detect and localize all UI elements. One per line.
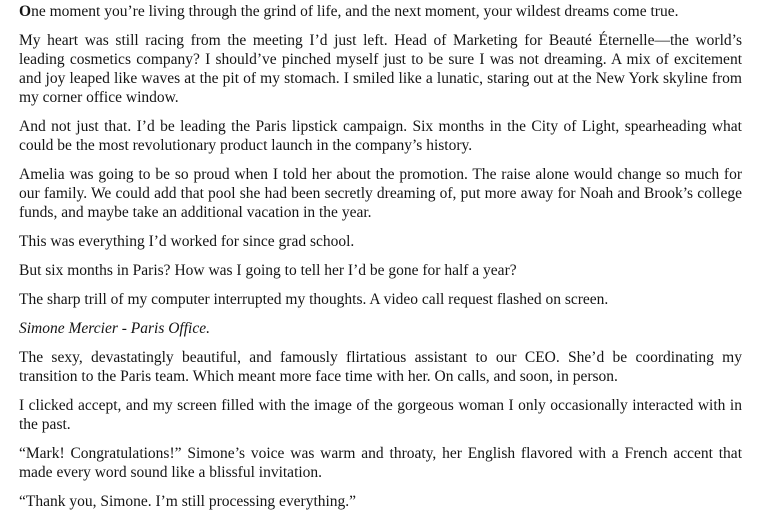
paragraph-thank-you: “Thank you, Simone. I’m still processing everything.” — [19, 493, 357, 510]
paragraph-simone: The sexy, devastatingly beautiful, and famously flirtatious assistant to our CEO. She’d be coordinating my transition to the Paris team. Which meant more face time with her. On calls, and soon, in person. — [19, 349, 742, 385]
paragraph-caller-id: Simone Mercier - Paris Office. — [19, 320, 210, 337]
paragraph-text: ne moment you’re living through the grind of life, and the next moment, your wildest dreams come true. — [31, 3, 679, 20]
paragraph-meeting: My heart was still racing from the meeting I’d just left. Head of Marketing for Beauté Éternelle—the world’s leading cosmetics company? I should’ve pinched myself just to be sure I was not dreaming. A mix of excitement and joy leaped like waves at the pit of my stomach. I smiled like a lunatic, staring out at the New York skyline from my corner office window. — [19, 32, 742, 106]
paragraph-paris-campaign: And not just that. I’d be leading the Paris lipstick campaign. Six months in the City of Light, spearheading what could be the most revolutionary product launch in the company’s history. — [19, 118, 742, 154]
opening-first-letter: O — [19, 3, 32, 20]
paragraph-grad-school: This was everything I’d worked for since grad school. — [19, 233, 355, 250]
paragraph-six-months: But six months in Paris? How was I going to tell her I’d be gone for half a year? — [19, 262, 517, 279]
paragraph-amelia: Amelia was going to be so proud when I told her about the promotion. The raise alone would change so much for our family. We could add that pool she had been secretly dreaming of, put more away for Noah and Brook’s college funds, and maybe take an additional vacation in the year. — [19, 166, 742, 221]
paragraph-video-call: The sharp trill of my computer interrupted my thoughts. A video call request flashed on screen. — [19, 291, 609, 308]
paragraph-congratulations: “Mark! Congratulations!” Simone’s voice was warm and throaty, her English flavored with a French accent that made every word sound like a blissful invitation. — [19, 445, 742, 481]
paragraph-opening — [19, 2, 742, 21]
paragraph-accept: I clicked accept, and my screen filled with the image of the gorgeous woman I only occasionally interacted with in the past. — [19, 397, 742, 433]
